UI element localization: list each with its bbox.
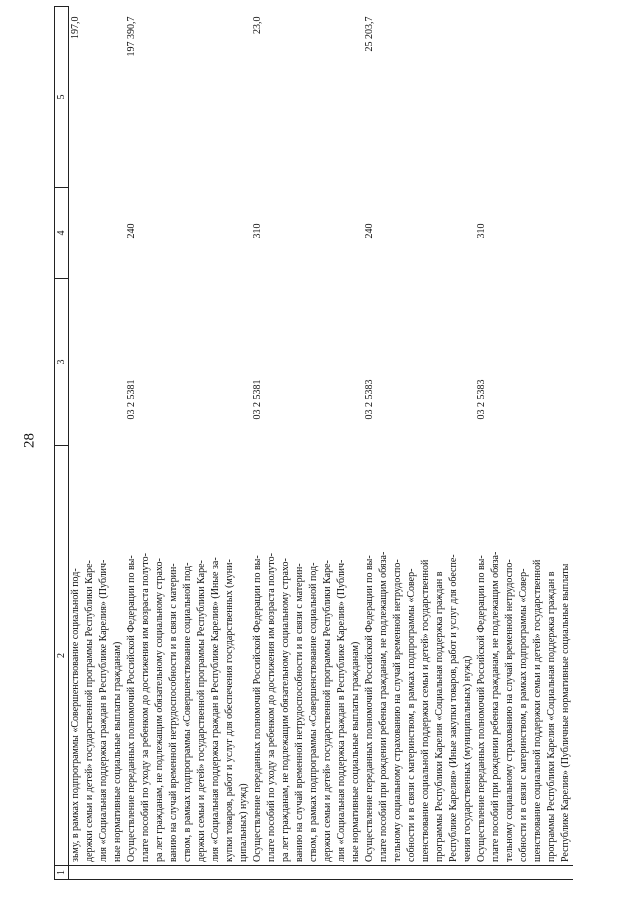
budget-code: 03 2 5383 bbox=[364, 379, 375, 420]
description-line: ванию на случай временной нетрудоспособности и в связи с материн- bbox=[294, 563, 305, 862]
description-line: держки семьи и детей» государственной программы Республики Каре- bbox=[322, 560, 333, 862]
budget-code: 03 2 5381 bbox=[126, 379, 137, 420]
description-line: купки товаров, работ и услуг для обеспечения государственных (муни- bbox=[224, 559, 235, 862]
description-line: ные нормативные социальные выплаты гражданам) bbox=[112, 641, 123, 862]
table-row bbox=[363, 7, 475, 880]
budget-code bbox=[69, 279, 126, 446]
description-line: лия «Социальная поддержка граждан в Республике Карелия» (Публич- bbox=[98, 559, 109, 862]
row-number-cell bbox=[251, 866, 363, 880]
column-number: 4 bbox=[55, 188, 69, 279]
table-row bbox=[475, 7, 573, 880]
column-number: 1 bbox=[55, 866, 69, 880]
description-line: лия «Социальная поддержка граждан в Республике Карелия» (Иные за- bbox=[210, 557, 221, 862]
row-number-cell bbox=[363, 866, 475, 880]
rotated-page bbox=[54, 7, 638, 880]
expense-type: 310 bbox=[476, 223, 487, 239]
description-line: плате пособий при рождении ребенка гражданам, не подлежащим обяза- bbox=[490, 551, 501, 862]
column-number: 5 bbox=[55, 7, 69, 188]
table-row bbox=[69, 7, 126, 880]
description-cell bbox=[125, 446, 251, 866]
column-number: 3 bbox=[55, 279, 69, 446]
column-number: 2 bbox=[55, 446, 69, 866]
description-line: Осуществление переданных полномочий Российской Федерации по вы- bbox=[126, 555, 137, 862]
description-line: тельному социальному страхованию на случай временной нетрудоспо- bbox=[504, 559, 515, 862]
description-cell bbox=[363, 446, 475, 866]
description-line: ванию на случай временной нетрудоспособности и в связи с материн- bbox=[168, 563, 179, 862]
description-line: зьму, в рамках подпрограммы «Совершенствование социальной под- bbox=[70, 568, 81, 862]
description-line: программы Республики Карелия «Социальная поддержка граждан в bbox=[434, 571, 445, 862]
row-number-cell bbox=[125, 866, 251, 880]
row-number-cell bbox=[475, 866, 573, 880]
description-line: собности и в связи с материнством, в рамках подпрограммы «Совер- bbox=[406, 568, 417, 862]
description-line: собности и в связи с материнством, в рамках подпрограммы «Совер- bbox=[518, 568, 529, 862]
row-number-cell bbox=[69, 866, 126, 880]
column-number-row bbox=[55, 7, 69, 880]
description-line: ные нормативные социальные выплаты гражданам) bbox=[350, 641, 361, 862]
budget-code: 03 2 5383 bbox=[476, 379, 487, 420]
description-cell bbox=[69, 446, 126, 866]
description-line: держки семьи и детей» государственной программы Республики Каре- bbox=[84, 560, 95, 862]
description-line: программы Республики Карелия «Социальная поддержка граждан в bbox=[546, 571, 557, 862]
page-number: 28 bbox=[21, 433, 38, 448]
table-row bbox=[125, 7, 251, 880]
amount: 25 203,7 bbox=[364, 16, 375, 52]
expense-type: 240 bbox=[364, 223, 375, 239]
description-line: Осуществление переданных полномочий Российской Федерации по вы- bbox=[364, 555, 375, 862]
description-line: ством, в рамках подпрограммы «Совершенствование социальной под- bbox=[308, 562, 319, 862]
description-line: ством, в рамках подпрограммы «Совершенствование социальной под- bbox=[182, 562, 193, 862]
description-line: ра лет гражданам, не подлежащим обязательному социальному страхо- bbox=[280, 558, 291, 862]
description-line: шенствование социальной поддержки семьи и детей» государственной bbox=[420, 559, 431, 862]
description-line: плате пособий по уходу за ребенком до достижения им возраста полуто- bbox=[140, 553, 151, 862]
description-line: Осуществление переданных полномочий Российской Федерации по вы- bbox=[476, 555, 487, 862]
description-line: плате пособий по уходу за ребенком до достижения им возраста полуто- bbox=[266, 553, 277, 862]
amount bbox=[475, 7, 573, 188]
description-line: Республике Карелия» (Иные закупки товаров, работ и услуг для обеспе- bbox=[448, 554, 459, 862]
expense-type: 240 bbox=[126, 223, 137, 239]
amount: 23,0 bbox=[252, 16, 263, 34]
expense-type: 310 bbox=[252, 223, 263, 239]
expense-type bbox=[69, 188, 126, 279]
amount: 197,0 bbox=[70, 16, 81, 39]
budget-table bbox=[54, 6, 573, 880]
description-line: ципальных) нужд) bbox=[238, 783, 249, 862]
budget-code: 03 2 5381 bbox=[252, 379, 263, 420]
description-line: лия «Социальная поддержка граждан в Республике Карелия» (Публич- bbox=[336, 559, 347, 862]
description-line: чения государственных (муниципальных) нужд) bbox=[462, 655, 473, 862]
description-line: плате пособий при рождении ребенка гражданам, не подлежащим обяза- bbox=[378, 551, 389, 862]
description-cell bbox=[475, 446, 573, 866]
table-row bbox=[251, 7, 363, 880]
description-line: шенствование социальной поддержки семьи и детей» государственной bbox=[532, 559, 543, 862]
description-cell bbox=[251, 446, 363, 866]
description-line: Республике Карелия» (Публичные нормативные социальные выплаты bbox=[560, 563, 571, 862]
description-line: Осуществление переданных полномочий Российской Федерации по вы- bbox=[252, 555, 263, 862]
description-line: держки семьи и детей» государственной программы Республики Каре- bbox=[196, 560, 207, 862]
description-line: тельному социальному страхованию на случай временной нетрудоспо- bbox=[392, 559, 403, 862]
description-line: ра лет гражданам, не подлежащим обязательному социальному страхо- bbox=[154, 558, 165, 862]
amount: 197 390,7 bbox=[126, 16, 137, 57]
